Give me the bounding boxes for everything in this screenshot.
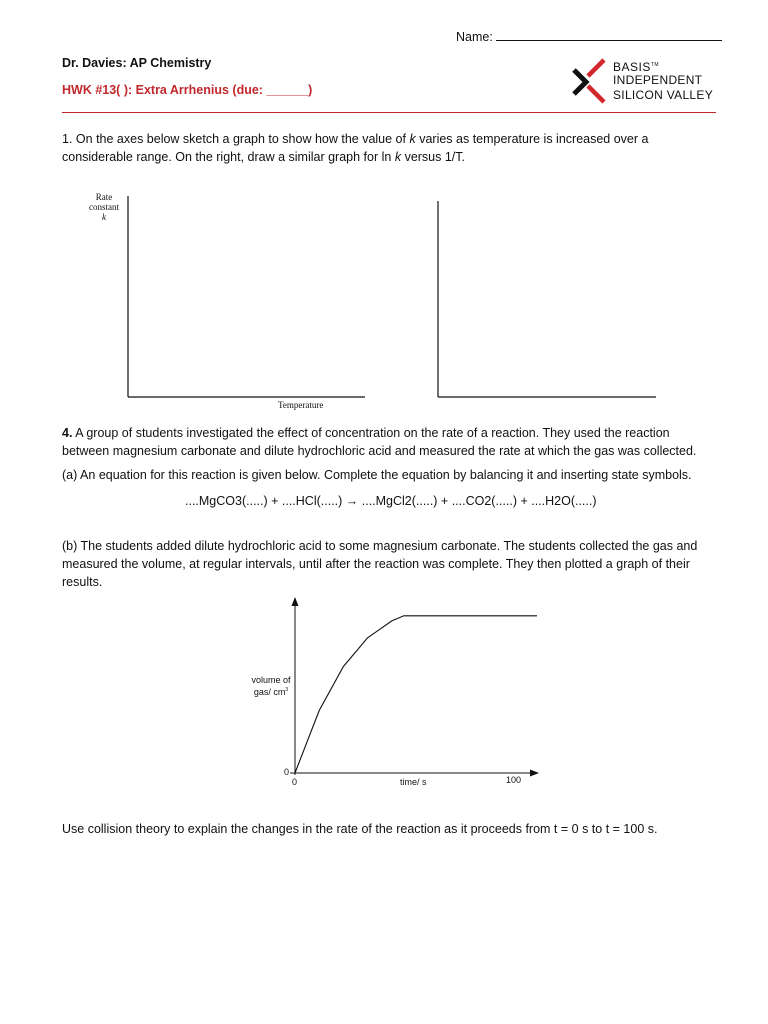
- basis-chevron-icon: [570, 58, 610, 104]
- q4-intro: [62, 424, 742, 460]
- q1-k2: k: [394, 150, 402, 164]
- q1-k: k: [409, 132, 416, 146]
- q4-intro-line2: between magnesium carbonate and dilute hydrochloric acid and measured the rate at which the gas was collected.: [62, 444, 697, 458]
- right-graph-axes: [430, 195, 665, 405]
- homework-title: HWK #13( ): Extra Arrhenius (due: ______): [62, 83, 313, 97]
- left-ylabel-line2: constant: [89, 202, 119, 212]
- q4-equation[interactable]: ....MgCO3(.....) + ....HCl(.....) → ....MgCl2(.....) + ....CO2(.....) + ....H2O(.....): [185, 494, 597, 508]
- left-ylabel-line1: Rate: [95, 192, 113, 202]
- q4-part-b: [62, 537, 752, 591]
- logo-line2: INDEPENDENT: [613, 73, 703, 87]
- q1-number: 1.: [62, 132, 73, 146]
- left-graph[interactable]: [80, 190, 370, 415]
- x-axis-arrow: [530, 770, 539, 777]
- left-graph-axes: [80, 190, 370, 415]
- header-divider: [62, 112, 716, 113]
- logo-line3: SILICON VALLEY: [613, 88, 714, 102]
- q4-intro-line1: A group of students investigated the effect of concentration on the rate of a reaction. They used the reaction: [75, 426, 670, 440]
- chart-ylabel-sup: 3: [285, 687, 289, 693]
- right-graph[interactable]: [430, 195, 665, 405]
- chart-ylabel-line1: volume of: [251, 675, 291, 685]
- y-axis-arrow: [292, 597, 299, 606]
- q4-part-b-line3: results.: [62, 575, 103, 589]
- q1-text: [62, 130, 722, 166]
- name-field[interactable]: [456, 28, 722, 46]
- chart-xlabel: time/ s: [400, 777, 427, 787]
- series-line: [295, 616, 537, 773]
- q4-part-a: (a) An equation for this reaction is given below. Complete the equation by balancing it and inserting state symbols.: [62, 468, 692, 482]
- basis-logo: [570, 58, 720, 104]
- q4-number: 4.: [62, 426, 73, 440]
- logo-line1: BASIS: [613, 60, 651, 74]
- gas-volume-chart: [240, 592, 550, 792]
- logo-tm: TM: [650, 62, 660, 68]
- x-tick-label-100: 100: [506, 775, 522, 785]
- chart-ylabel-line2: gas/ cm: [253, 687, 286, 697]
- q1-text-b: varies as temperature is increased over a: [419, 132, 649, 146]
- answer-area[interactable]: [62, 845, 716, 1005]
- q4-collision-question: Use collision theory to explain the changes in the rate of the reaction as it proceeds from t = 0 s to t = 100 s.: [62, 822, 658, 836]
- left-xlabel: Temperature: [278, 400, 324, 410]
- q4-part-b-line1: (b) The students added dilute hydrochloric acid to some magnesium carbonate. The students collected the gas and: [62, 539, 698, 553]
- q1-text-c: considerable range. On the right, draw a similar graph for ln: [62, 150, 392, 164]
- q1-text-d: versus 1/T.: [404, 150, 465, 164]
- left-ylabel-line3: k: [102, 212, 106, 222]
- y-tick-label-0: 0: [284, 767, 290, 777]
- name-label: Name:: [456, 30, 493, 44]
- teacher-course: Dr. Davies: AP Chemistry: [62, 56, 212, 70]
- q4-part-b-line2: measured the volume, at regular intervals, until after the reaction was complete. They then plotted a graph of their: [62, 557, 690, 571]
- name-blank-line[interactable]: [496, 28, 722, 41]
- x-tick-label-0: 0: [292, 777, 298, 787]
- q1-text-a: On the axes below sketch a graph to show how the value of: [75, 132, 406, 146]
